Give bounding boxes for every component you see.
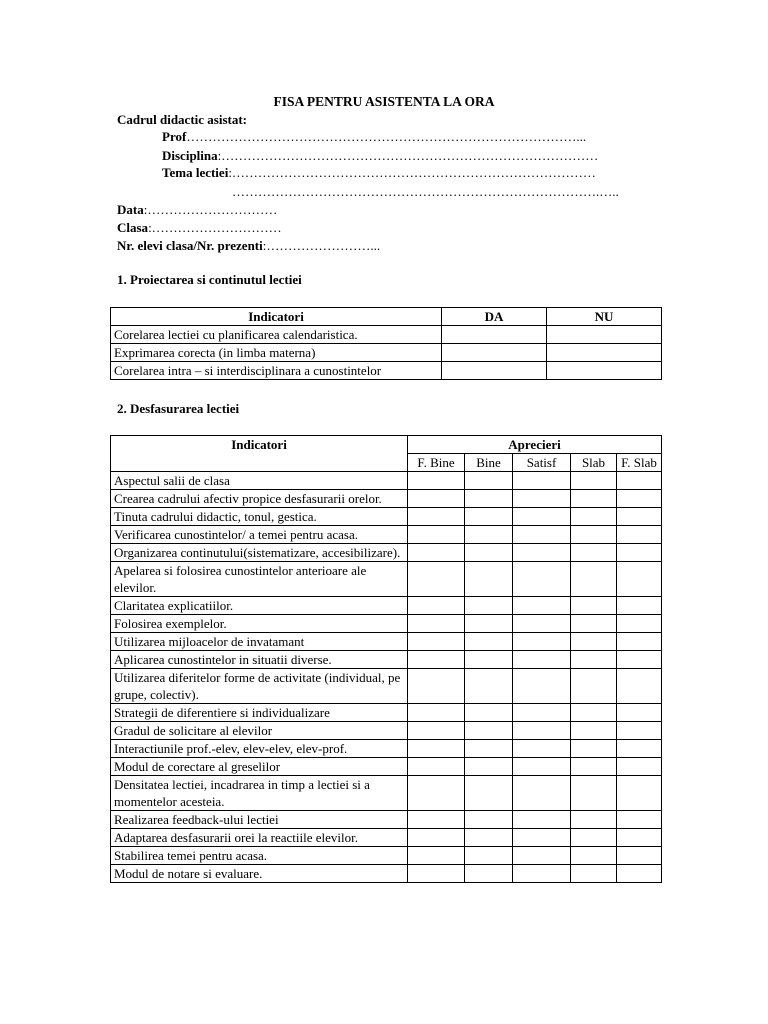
- slab-cell[interactable]: [571, 776, 617, 811]
- col-f-bine: F. Bine: [408, 454, 465, 472]
- disciplina-field[interactable]: :……………………………………………………………………………: [217, 148, 599, 163]
- indicator-label: Apelarea si folosirea cunostintelor anterioare ale elevilor.: [111, 562, 408, 597]
- section2-heading: 2. Desfasurarea lectiei: [117, 401, 240, 416]
- f-slab-cell[interactable]: [617, 776, 662, 811]
- table-row: [111, 633, 662, 651]
- proiectare-table-body: [111, 326, 662, 380]
- bine-cell[interactable]: [465, 615, 513, 633]
- indicator-label: Folosirea exemplelor.: [111, 615, 408, 633]
- f-slab-cell[interactable]: [617, 597, 662, 615]
- indicator-label: Utilizarea mijloacelor de invatamant: [111, 633, 408, 651]
- slab-cell[interactable]: [571, 704, 617, 722]
- clasa-field[interactable]: :…………………………: [148, 220, 282, 235]
- table-row: [111, 615, 662, 633]
- da-cell[interactable]: [442, 362, 547, 380]
- table-row: [111, 722, 662, 740]
- satisf-cell[interactable]: [513, 633, 571, 651]
- f-slab-cell[interactable]: [617, 847, 662, 865]
- bine-cell[interactable]: [465, 829, 513, 847]
- table-row: [111, 562, 662, 597]
- prof-line: [162, 128, 586, 145]
- satisf-cell[interactable]: [513, 758, 571, 776]
- bine-cell[interactable]: [465, 597, 513, 615]
- cadrul-label: Cadrul didactic asistat:: [117, 112, 247, 127]
- desfasurare-table-body: [111, 472, 662, 883]
- slab-cell[interactable]: [571, 740, 617, 758]
- bine-cell[interactable]: [465, 740, 513, 758]
- table-row: [111, 758, 662, 776]
- slab-cell[interactable]: [571, 669, 617, 704]
- table-row: [111, 544, 662, 562]
- f-bine-cell[interactable]: [408, 865, 465, 883]
- table-row: [111, 508, 662, 526]
- indicator-label: Exprimarea corecta (in limba materna): [111, 344, 442, 362]
- satisf-cell[interactable]: [513, 526, 571, 544]
- indicator-label: Modul de corectare al greselilor: [111, 758, 408, 776]
- bine-cell[interactable]: [465, 758, 513, 776]
- slab-cell[interactable]: [571, 651, 617, 669]
- col-indicatori: Indicatori: [111, 308, 442, 326]
- indicator-label: Densitatea lectiei, incadrarea in timp a lectiei si a momentelor acesteia.: [111, 776, 408, 811]
- satisf-cell[interactable]: [513, 562, 571, 597]
- disciplina-label: Disciplina: [162, 148, 218, 163]
- da-cell[interactable]: [442, 326, 547, 344]
- bine-cell[interactable]: [465, 811, 513, 829]
- indicator-label: Stabilirea temei pentru acasa.: [111, 847, 408, 865]
- satisf-cell[interactable]: [513, 508, 571, 526]
- f-bine-cell[interactable]: [408, 508, 465, 526]
- slab-cell[interactable]: [571, 562, 617, 597]
- satisf-cell[interactable]: [513, 740, 571, 758]
- col-da: DA: [442, 308, 547, 326]
- slab-cell[interactable]: [571, 722, 617, 740]
- slab-cell[interactable]: [571, 472, 617, 490]
- slab-cell[interactable]: [571, 633, 617, 651]
- nu-cell[interactable]: [547, 326, 662, 344]
- f-slab-cell[interactable]: [617, 669, 662, 704]
- slab-cell[interactable]: [571, 508, 617, 526]
- f-bine-cell[interactable]: [408, 562, 465, 597]
- table-row: [111, 344, 662, 362]
- slab-cell[interactable]: [571, 865, 617, 883]
- col-f-slab: F. Slab: [617, 454, 662, 472]
- f-bine-cell[interactable]: [408, 526, 465, 544]
- f-bine-cell[interactable]: [408, 740, 465, 758]
- f-slab-cell[interactable]: [617, 829, 662, 847]
- f-bine-cell[interactable]: [408, 811, 465, 829]
- satisf-cell[interactable]: [513, 544, 571, 562]
- f-bine-cell[interactable]: [408, 829, 465, 847]
- indicator-label: Strategii de diferentiere si individualizare: [111, 704, 408, 722]
- table-header-row: [111, 436, 662, 454]
- slab-cell[interactable]: [571, 615, 617, 633]
- elevi-label: Nr. elevi clasa/Nr. prezenti: [117, 238, 263, 253]
- slab-cell[interactable]: [571, 490, 617, 508]
- satisf-cell[interactable]: [513, 811, 571, 829]
- f-slab-cell[interactable]: [617, 544, 662, 562]
- bine-cell[interactable]: [465, 865, 513, 883]
- table-row: [111, 597, 662, 615]
- table-row: [111, 651, 662, 669]
- slab-cell[interactable]: [571, 829, 617, 847]
- f-slab-cell[interactable]: [617, 811, 662, 829]
- satisf-cell[interactable]: [513, 651, 571, 669]
- table-row: [111, 740, 662, 758]
- f-slab-cell[interactable]: [617, 740, 662, 758]
- f-slab-cell[interactable]: [617, 704, 662, 722]
- satisf-cell[interactable]: [513, 847, 571, 865]
- slab-cell[interactable]: [571, 758, 617, 776]
- f-slab-cell[interactable]: [617, 651, 662, 669]
- satisf-cell[interactable]: [513, 597, 571, 615]
- f-slab-cell[interactable]: [617, 490, 662, 508]
- indicator-label: Adaptarea desfasurarii orei la reactiile elevilor.: [111, 829, 408, 847]
- col-aprecieri: Aprecieri: [408, 436, 662, 454]
- elevi-field[interactable]: :……………………...: [262, 238, 381, 253]
- slab-cell[interactable]: [571, 811, 617, 829]
- indicator-label: Corelarea lectiei cu planificarea calendaristica.: [111, 326, 442, 344]
- f-slab-cell[interactable]: [617, 722, 662, 740]
- bine-cell[interactable]: [465, 490, 513, 508]
- nu-cell[interactable]: [547, 362, 662, 380]
- indicator-label: Utilizarea diferitelor forme de activitate (individual, pe grupe, colectiv).: [111, 669, 408, 704]
- table-row: [111, 669, 662, 704]
- satisf-cell[interactable]: [513, 722, 571, 740]
- col-nu: NU: [547, 308, 662, 326]
- table-row: [111, 490, 662, 508]
- indicator-label: Verificarea cunostintelor/ a temei pentru acasa.: [111, 526, 408, 544]
- f-bine-cell[interactable]: [408, 669, 465, 704]
- f-bine-cell[interactable]: [408, 758, 465, 776]
- bine-cell[interactable]: [465, 562, 513, 597]
- tema-label: Tema lectiei: [162, 165, 229, 180]
- bine-cell[interactable]: [465, 669, 513, 704]
- indicator-label: Realizarea feedback-ului lectiei: [111, 811, 408, 829]
- bine-cell[interactable]: [465, 776, 513, 811]
- table-row: [111, 829, 662, 847]
- f-slab-cell[interactable]: [617, 562, 662, 597]
- f-slab-cell[interactable]: [617, 758, 662, 776]
- clasa-line: [117, 219, 282, 236]
- indicator-label: Crearea cadrului afectiv propice desfasurarii orelor.: [111, 490, 408, 508]
- bine-cell[interactable]: [465, 704, 513, 722]
- f-bine-cell[interactable]: [408, 544, 465, 562]
- f-bine-cell[interactable]: [408, 472, 465, 490]
- f-slab-cell[interactable]: [617, 526, 662, 544]
- f-bine-cell[interactable]: [408, 490, 465, 508]
- indicator-label: Aplicarea cunostintelor in situatii diverse.: [111, 651, 408, 669]
- slab-cell[interactable]: [571, 847, 617, 865]
- f-slab-cell[interactable]: [617, 865, 662, 883]
- satisf-cell[interactable]: [513, 615, 571, 633]
- f-bine-cell[interactable]: [408, 776, 465, 811]
- f-slab-cell[interactable]: [617, 615, 662, 633]
- slab-cell[interactable]: [571, 544, 617, 562]
- bine-cell[interactable]: [465, 526, 513, 544]
- bine-cell[interactable]: [465, 508, 513, 526]
- col-indicatori: Indicatori: [111, 436, 408, 472]
- indicator-label: Interactiunile prof.-elev, elev-elev, elev-prof.: [111, 740, 408, 758]
- table-row: [111, 704, 662, 722]
- indicator-label: Organizarea continutului(sistematizare, accesibilizare).: [111, 544, 408, 562]
- indicator-label: Corelarea intra – si interdisciplinara a cunostintelor: [111, 362, 442, 380]
- desfasurare-table: [110, 435, 662, 883]
- f-slab-cell[interactable]: [617, 472, 662, 490]
- table-row: [111, 362, 662, 380]
- page-title: FISA PENTRU ASISTENTA LA ORA: [273, 94, 495, 109]
- satisf-cell[interactable]: [513, 472, 571, 490]
- indicator-label: Claritatea explicatiilor.: [111, 597, 408, 615]
- table-row: [111, 326, 662, 344]
- disciplina-line: [162, 147, 598, 164]
- data-label: Data: [117, 202, 144, 217]
- satisf-cell[interactable]: [513, 490, 571, 508]
- elevi-line: [117, 237, 380, 254]
- table-row: [111, 811, 662, 829]
- tema-field-continuation[interactable]: ………………………………………………………………………….…..: [232, 184, 619, 199]
- f-bine-cell[interactable]: [408, 615, 465, 633]
- satisf-cell[interactable]: [513, 704, 571, 722]
- bine-cell[interactable]: [465, 633, 513, 651]
- f-bine-cell[interactable]: [408, 651, 465, 669]
- table-header-row: [111, 308, 662, 326]
- f-bine-cell[interactable]: [408, 847, 465, 865]
- table-row: [111, 526, 662, 544]
- indicator-label: Modul de notare si evaluare.: [111, 865, 408, 883]
- nu-cell[interactable]: [547, 344, 662, 362]
- col-satisf: Satisf: [513, 454, 571, 472]
- bine-cell[interactable]: [465, 722, 513, 740]
- bine-cell[interactable]: [465, 651, 513, 669]
- satisf-cell[interactable]: [513, 865, 571, 883]
- table-row: [111, 847, 662, 865]
- table-row: [111, 472, 662, 490]
- data-field[interactable]: :…………………………: [143, 202, 278, 217]
- f-slab-cell[interactable]: [617, 633, 662, 651]
- data-line: [117, 201, 277, 218]
- table-row: [111, 865, 662, 883]
- clasa-label: Clasa: [117, 220, 149, 235]
- slab-cell[interactable]: [571, 597, 617, 615]
- bine-cell[interactable]: [465, 847, 513, 865]
- tema-field[interactable]: :…………………………………………………………………………: [228, 165, 596, 180]
- f-bine-cell[interactable]: [408, 704, 465, 722]
- satisf-cell[interactable]: [513, 829, 571, 847]
- slab-cell[interactable]: [571, 526, 617, 544]
- satisf-cell[interactable]: [513, 776, 571, 811]
- bine-cell[interactable]: [465, 472, 513, 490]
- satisf-cell[interactable]: [513, 669, 571, 704]
- f-bine-cell[interactable]: [408, 722, 465, 740]
- f-bine-cell[interactable]: [408, 597, 465, 615]
- f-bine-cell[interactable]: [408, 633, 465, 651]
- table-row: [111, 776, 662, 811]
- tema-line: [162, 164, 596, 181]
- prof-label: Prof: [162, 129, 187, 144]
- prof-field[interactable]: ………………………………………………………………………………...: [186, 129, 587, 144]
- col-slab: Slab: [571, 454, 617, 472]
- indicator-label: Tinuta cadrului didactic, tonul, gestica.: [111, 508, 408, 526]
- col-bine: Bine: [465, 454, 513, 472]
- indicator-label: Aspectul salii de clasa: [111, 472, 408, 490]
- proiectare-table: [110, 307, 662, 380]
- section1-heading: 1. Proiectarea si continutul lectiei: [117, 272, 302, 287]
- indicator-label: Gradul de solicitare al elevilor: [111, 722, 408, 740]
- bine-cell[interactable]: [465, 544, 513, 562]
- f-slab-cell[interactable]: [617, 508, 662, 526]
- da-cell[interactable]: [442, 344, 547, 362]
